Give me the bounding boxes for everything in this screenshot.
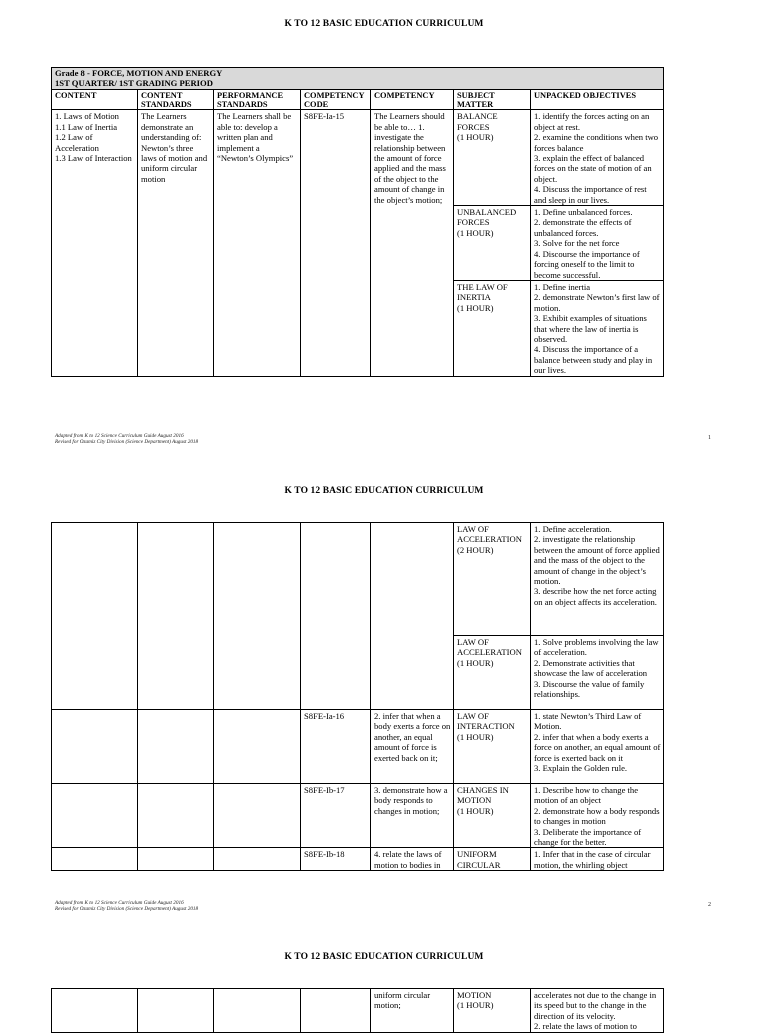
competency-code-cell: S8FE-Ia-16: [301, 710, 371, 784]
objectives-cell: [531, 110, 664, 206]
subject-hours: (2 HOUR): [457, 544, 494, 555]
subject-matter-cell: [454, 989, 531, 1033]
content-standards-cell: [138, 784, 214, 848]
competency-cell: uniform circular motion;: [371, 989, 454, 1033]
objectives-cell: [531, 848, 664, 871]
content-item: 1. Laws of Motion: [55, 111, 119, 122]
subject-title: MOTION: [457, 990, 492, 1000]
objective-item: 1. state Newton’s Third Law of Motion.: [534, 711, 642, 732]
objectives-cell: [531, 636, 664, 710]
objective-item: 3. Explain the Golden rule.: [534, 763, 628, 774]
subject-title: LAW OF ACCELERATION: [457, 637, 522, 658]
footer-line: Adapted from K to 12 Science Curriculum Guide August 2016: [55, 433, 184, 439]
objective-item: 3. explain the effect of balanced forces on the state of motion of an object.: [534, 153, 652, 184]
content-standards-cell: [138, 710, 214, 784]
subject-title: UNIFORM CIRCULAR: [457, 849, 501, 870]
column-header: PERFORMANCE STANDARDS: [214, 90, 301, 110]
subject-hours: (1 HOUR): [457, 227, 494, 238]
subject-hours: (1 HOUR): [457, 132, 494, 143]
content-cell: [52, 523, 138, 710]
page-footer: [55, 433, 198, 445]
objective-item: 2. infer that when a body exerts a force on another, an equal amount of force is exerted back on it: [534, 731, 661, 763]
curriculum-table-page2: [51, 522, 664, 871]
subject-hours: (1 HOUR): [457, 302, 494, 313]
objective-item: 3. describe how the net force acting on an object affects its acceleration.: [534, 586, 657, 607]
table-row: [52, 784, 664, 848]
subject-hours: (1 HOUR): [457, 805, 494, 816]
subject-matter-cell: [454, 710, 531, 784]
column-header-row: [52, 90, 664, 110]
objective-item: 1. Define inertia: [534, 281, 591, 292]
subject-hours: (1 HOUR): [457, 1000, 494, 1011]
competency-cell: The Learners should be able to… 1. investigate the relationship between the amount of force applied and the mass of the object to the amount of change in the object’s motion;: [371, 110, 454, 377]
table-row: [52, 110, 664, 206]
curriculum-table-page1: [51, 67, 664, 377]
subject-title: LAW OF ACCELERATION: [457, 524, 522, 545]
page-number: 1: [708, 435, 711, 441]
column-header: COMPETENCY: [371, 90, 454, 110]
content-standards-cell: [138, 848, 214, 871]
content-standards-cell: [138, 523, 214, 710]
footer-line: Adapted from K to 12 Science Curriculum Guide August 2016: [55, 900, 184, 906]
performance-standards-cell: [214, 989, 301, 1033]
objective-item: 1. Define unbalanced forces.: [534, 207, 633, 218]
objectives-cell: [531, 710, 664, 784]
content-standards-cell: [138, 989, 214, 1033]
competency-code-cell: [301, 523, 371, 710]
performance-standards-cell: [214, 784, 301, 848]
table-row: [52, 710, 664, 784]
objective-item: 1. Solve problems involving the law of acceleration.: [534, 637, 659, 658]
objective-item: 4. Discuss the importance of a balance between study and play in our lives.: [534, 344, 653, 376]
subject-title: UNBALANCED FORCES: [457, 207, 517, 228]
competency-cell: 3. demonstrate how a body responds to changes in motion;: [371, 784, 454, 848]
objective-item: 1. Define acceleration.: [534, 524, 612, 534]
page-title: K TO 12 BASIC EDUCATION CURRICULUM: [284, 952, 484, 962]
content-cell: [52, 710, 138, 784]
table-row: [52, 989, 664, 1033]
objective-item: 2. investigate the relationship between the amount of force applied and the mass of the object to the amount of change in the object’s motion.: [534, 534, 660, 587]
objective-item: 4. Discourse the importance of forcing oneself to the limit to become successful.: [534, 248, 640, 280]
quarter-label: 1ST QUARTER/ 1ST GRADING PERIOD: [55, 77, 213, 88]
subject-hours: (1 HOUR): [457, 731, 494, 742]
subject-matter-cell: [454, 206, 531, 281]
objective-item: 2. relate the laws of motion to: [534, 1021, 637, 1032]
content-cell: [52, 848, 138, 871]
competency-code-cell: S8FE-Ib-18: [301, 848, 371, 871]
objectives-cell: [531, 280, 664, 376]
objective-item: 1. Infer that in the case of circular motion, the whirling object: [534, 849, 651, 870]
objective-item: accelerates not due to the change in its speed but to the change in the direction of its velocity.: [534, 990, 657, 1021]
page-title: K TO 12 BASIC EDUCATION CURRICULUM: [284, 19, 484, 29]
content-item: 1.1 Law of Inertia: [55, 121, 118, 132]
subject-title: CHANGES IN MOTION: [457, 785, 509, 806]
subject-matter-cell: [454, 636, 531, 710]
objective-item: 3. Discourse the value of family relationships.: [534, 678, 645, 700]
objective-item: 3. Solve for the net force: [534, 238, 620, 249]
subject-hours: (1 HOUR): [457, 657, 494, 668]
subject-matter-cell: [454, 280, 531, 376]
content-cell: [52, 989, 138, 1033]
objectives-cell: [531, 989, 664, 1033]
column-header: CONTENT: [52, 90, 138, 110]
objectives-cell: [531, 784, 664, 848]
content-standards-cell: The Learners demonstrate an understanding of: Newton’s three laws of motion and uniform circular motion: [138, 110, 214, 377]
competency-code-cell: [301, 989, 371, 1033]
objective-item: 4. Discuss the importance of rest and sleep in our lives.: [534, 184, 647, 205]
competency-cell: [371, 523, 454, 710]
table-row: [52, 848, 664, 871]
objectives-cell: [531, 523, 664, 636]
column-header: UNPACKED OBJECTIVES: [531, 90, 664, 110]
column-header: COMPETENCY CODE: [301, 90, 371, 110]
competency-cell: 2. infer that when a body exerts a force on another, an equal amount of force is exerted back on it;: [371, 710, 454, 784]
objective-item: 2. demonstrate how a body responds to changes in motion: [534, 805, 660, 827]
content-cell: [52, 110, 138, 377]
content-item: 1.2 Law of Acceleration: [55, 132, 99, 153]
objective-item: 2. demonstrate Newton’s first law of motion.: [534, 292, 660, 313]
objective-item: 1. Describe how to change the motion of an object: [534, 785, 639, 806]
competency-code-cell: S8FE-Ib-17: [301, 784, 371, 848]
competency-cell: 4. relate the laws of motion to bodies in: [371, 848, 454, 871]
footer-line: Revised for Ozamiz City Division (Science Department) August 2018: [55, 439, 199, 445]
footer-line: Revised for Ozamiz City Division (Science Department) August 2018: [55, 906, 199, 912]
column-header: SUBJECT MATTER: [454, 90, 531, 110]
objective-item: 3. Deliberate the importance of change for the better.: [534, 826, 642, 848]
objective-item: 1. identify the forces acting on an object at rest.: [534, 111, 650, 132]
objective-item: 3. Exhibit examples of situations that where the law of inertia is observed.: [534, 313, 647, 344]
objective-item: 2. demonstrate the effects of unbalanced forces.: [534, 217, 632, 238]
competency-code-cell: S8FE-Ia-15: [301, 110, 371, 377]
objectives-cell: [531, 206, 664, 281]
subject-matter-cell: [454, 784, 531, 848]
content-cell: [52, 784, 138, 848]
page-title: K TO 12 BASIC EDUCATION CURRICULUM: [284, 486, 484, 496]
subject-matter-cell: [454, 523, 531, 636]
subject-title: LAW OF INTERACTION: [457, 711, 515, 732]
table-row: [52, 523, 664, 636]
performance-standards-cell: [214, 848, 301, 871]
performance-standards-cell: The Learners shall be able to: develop a written plan and implement a “Newton’s Olympics”: [214, 110, 301, 377]
subject-matter-cell: [454, 848, 531, 871]
subject-matter-cell: [454, 110, 531, 206]
page-number: 2: [708, 902, 711, 908]
objective-item: 2. examine the conditions when two forces balance: [534, 132, 659, 153]
subject-title: BALANCE FORCES: [457, 111, 498, 132]
grade-label: Grade 8 - FORCE, MOTION AND ENERGY: [55, 68, 223, 78]
subject-title: THE LAW OF INERTIA: [457, 281, 508, 303]
curriculum-table-page3: [51, 988, 664, 1033]
performance-standards-cell: [214, 523, 301, 710]
performance-standards-cell: [214, 710, 301, 784]
content-item: 1.3 Law of Interaction: [55, 153, 132, 164]
grade-row: [52, 68, 664, 90]
page-footer: [55, 900, 198, 912]
objective-item: 2. Demonstrate activities that showcase the law of acceleration: [534, 657, 648, 679]
column-header: CONTENT STANDARDS: [138, 90, 214, 110]
